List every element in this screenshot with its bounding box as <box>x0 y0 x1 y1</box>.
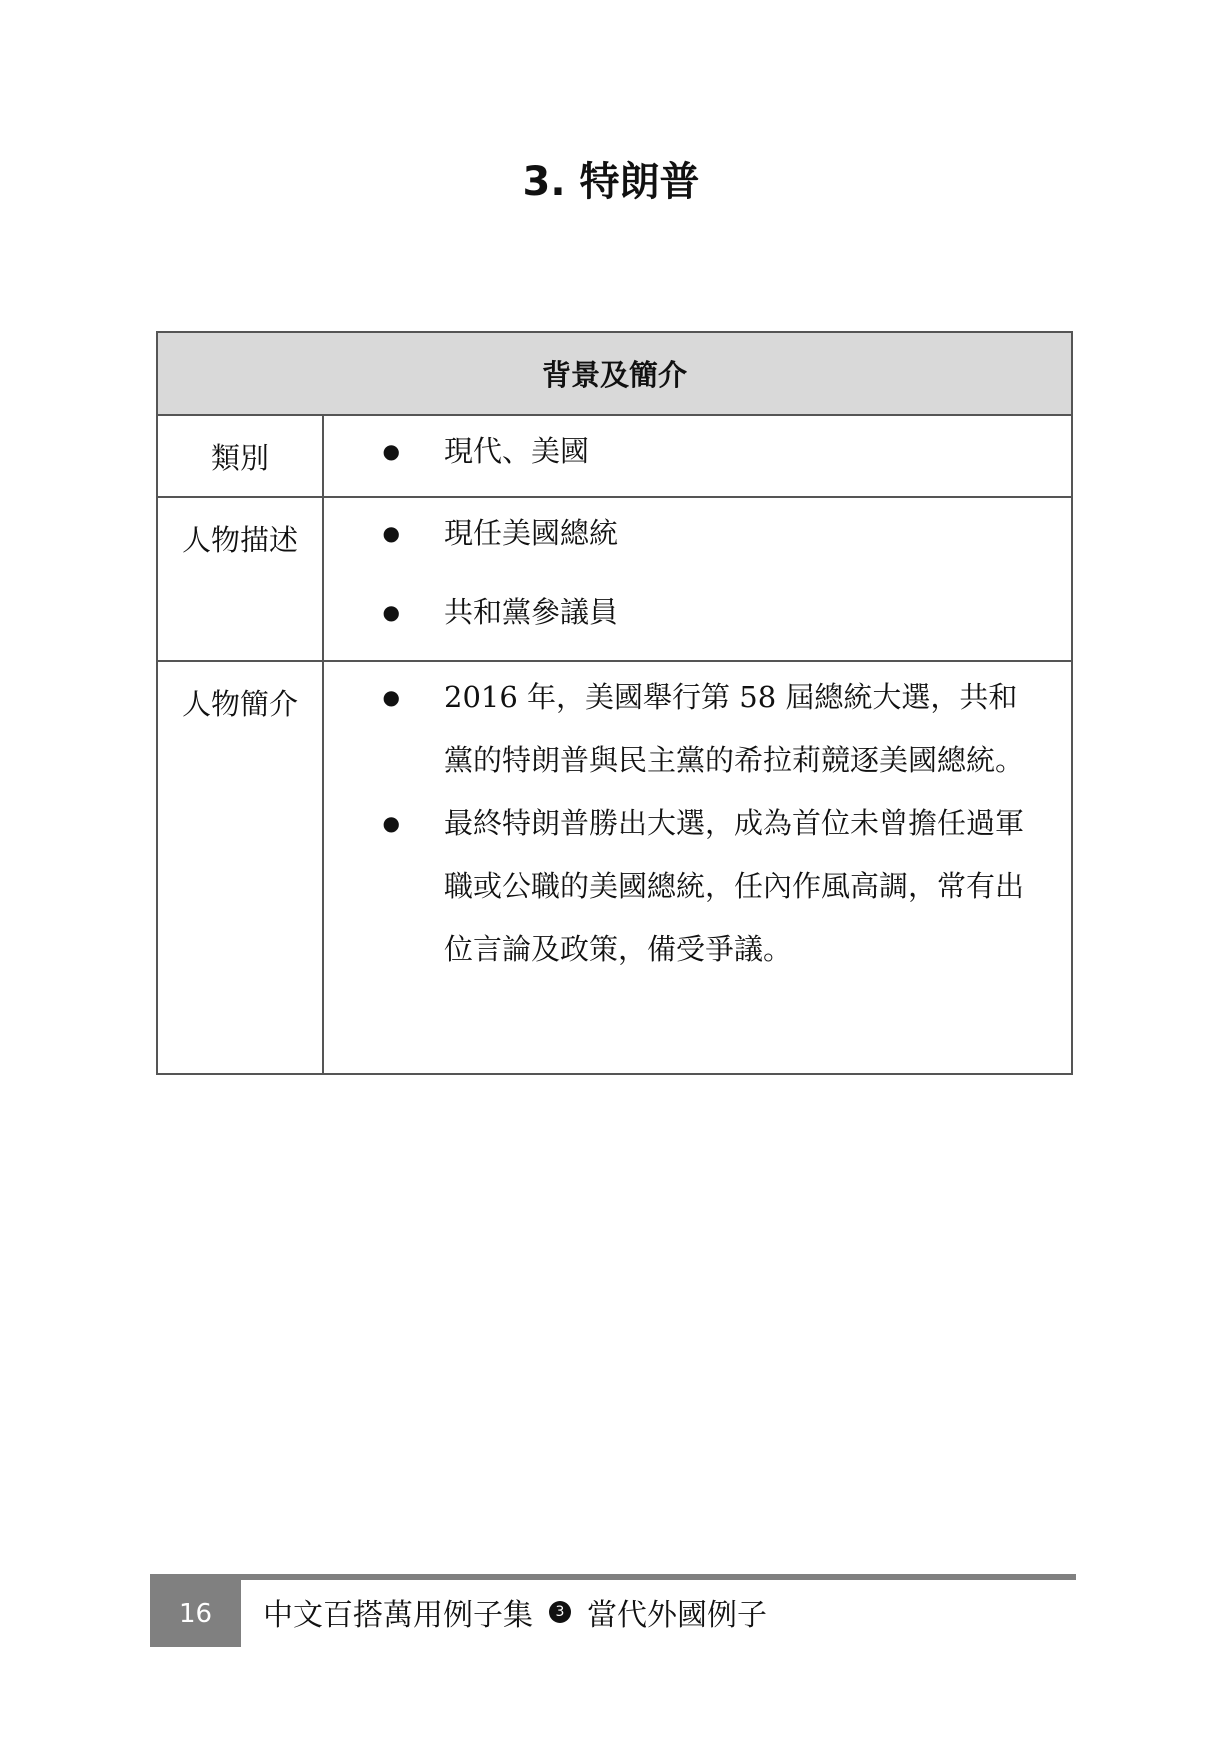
row-content <box>324 416 1071 496</box>
running-footer <box>263 1590 767 1634</box>
row-category: 類別 <box>158 416 324 496</box>
bullet-icon: ● <box>382 811 400 835</box>
page-number: 16 <box>150 1574 241 1647</box>
list-item <box>324 666 1035 792</box>
row-content <box>324 662 1071 1073</box>
row-category: 人物描述 <box>158 498 324 660</box>
list-item <box>324 792 1035 981</box>
bullet-icon: ● <box>382 685 400 709</box>
book-subtitle: 當代外國例子 <box>587 1598 767 1633</box>
bullet-icon: ● <box>382 600 400 624</box>
bullet-icon: ● <box>382 439 400 463</box>
row-content <box>324 498 1071 660</box>
volume-badge: 3 <box>549 1601 571 1623</box>
table-row <box>158 662 1071 1073</box>
table-row <box>158 416 1071 498</box>
info-table <box>156 331 1073 1075</box>
page-title: 3. 特朗普 <box>522 159 700 205</box>
bullet-icon: ● <box>382 521 400 545</box>
item-text: 2016 年，美國舉行第 58 屆總統大選，共和黨的特朗普與民主黨的希拉莉競逐美國總統。 <box>444 680 1025 777</box>
list-item <box>324 581 1035 644</box>
table-header: 背景及簡介 <box>158 333 1071 416</box>
list-item <box>324 420 1035 483</box>
item-text: 最終特朗普勝出大選，成為首位未曾擔任過軍職或公職的美國總統，任內作風高調，常有出位言論及政策，備受爭議。 <box>444 806 1025 966</box>
item-text: 現任美國總統 <box>444 516 619 550</box>
item-text: 現代、美國 <box>444 434 590 468</box>
table-row <box>158 498 1071 662</box>
item-text: 共和黨參議員 <box>444 595 619 629</box>
book-title: 中文百搭萬用例子集 <box>263 1598 533 1633</box>
row-category: 人物簡介 <box>158 662 324 1073</box>
footer-rule <box>150 1574 1076 1580</box>
list-item <box>324 502 1035 565</box>
